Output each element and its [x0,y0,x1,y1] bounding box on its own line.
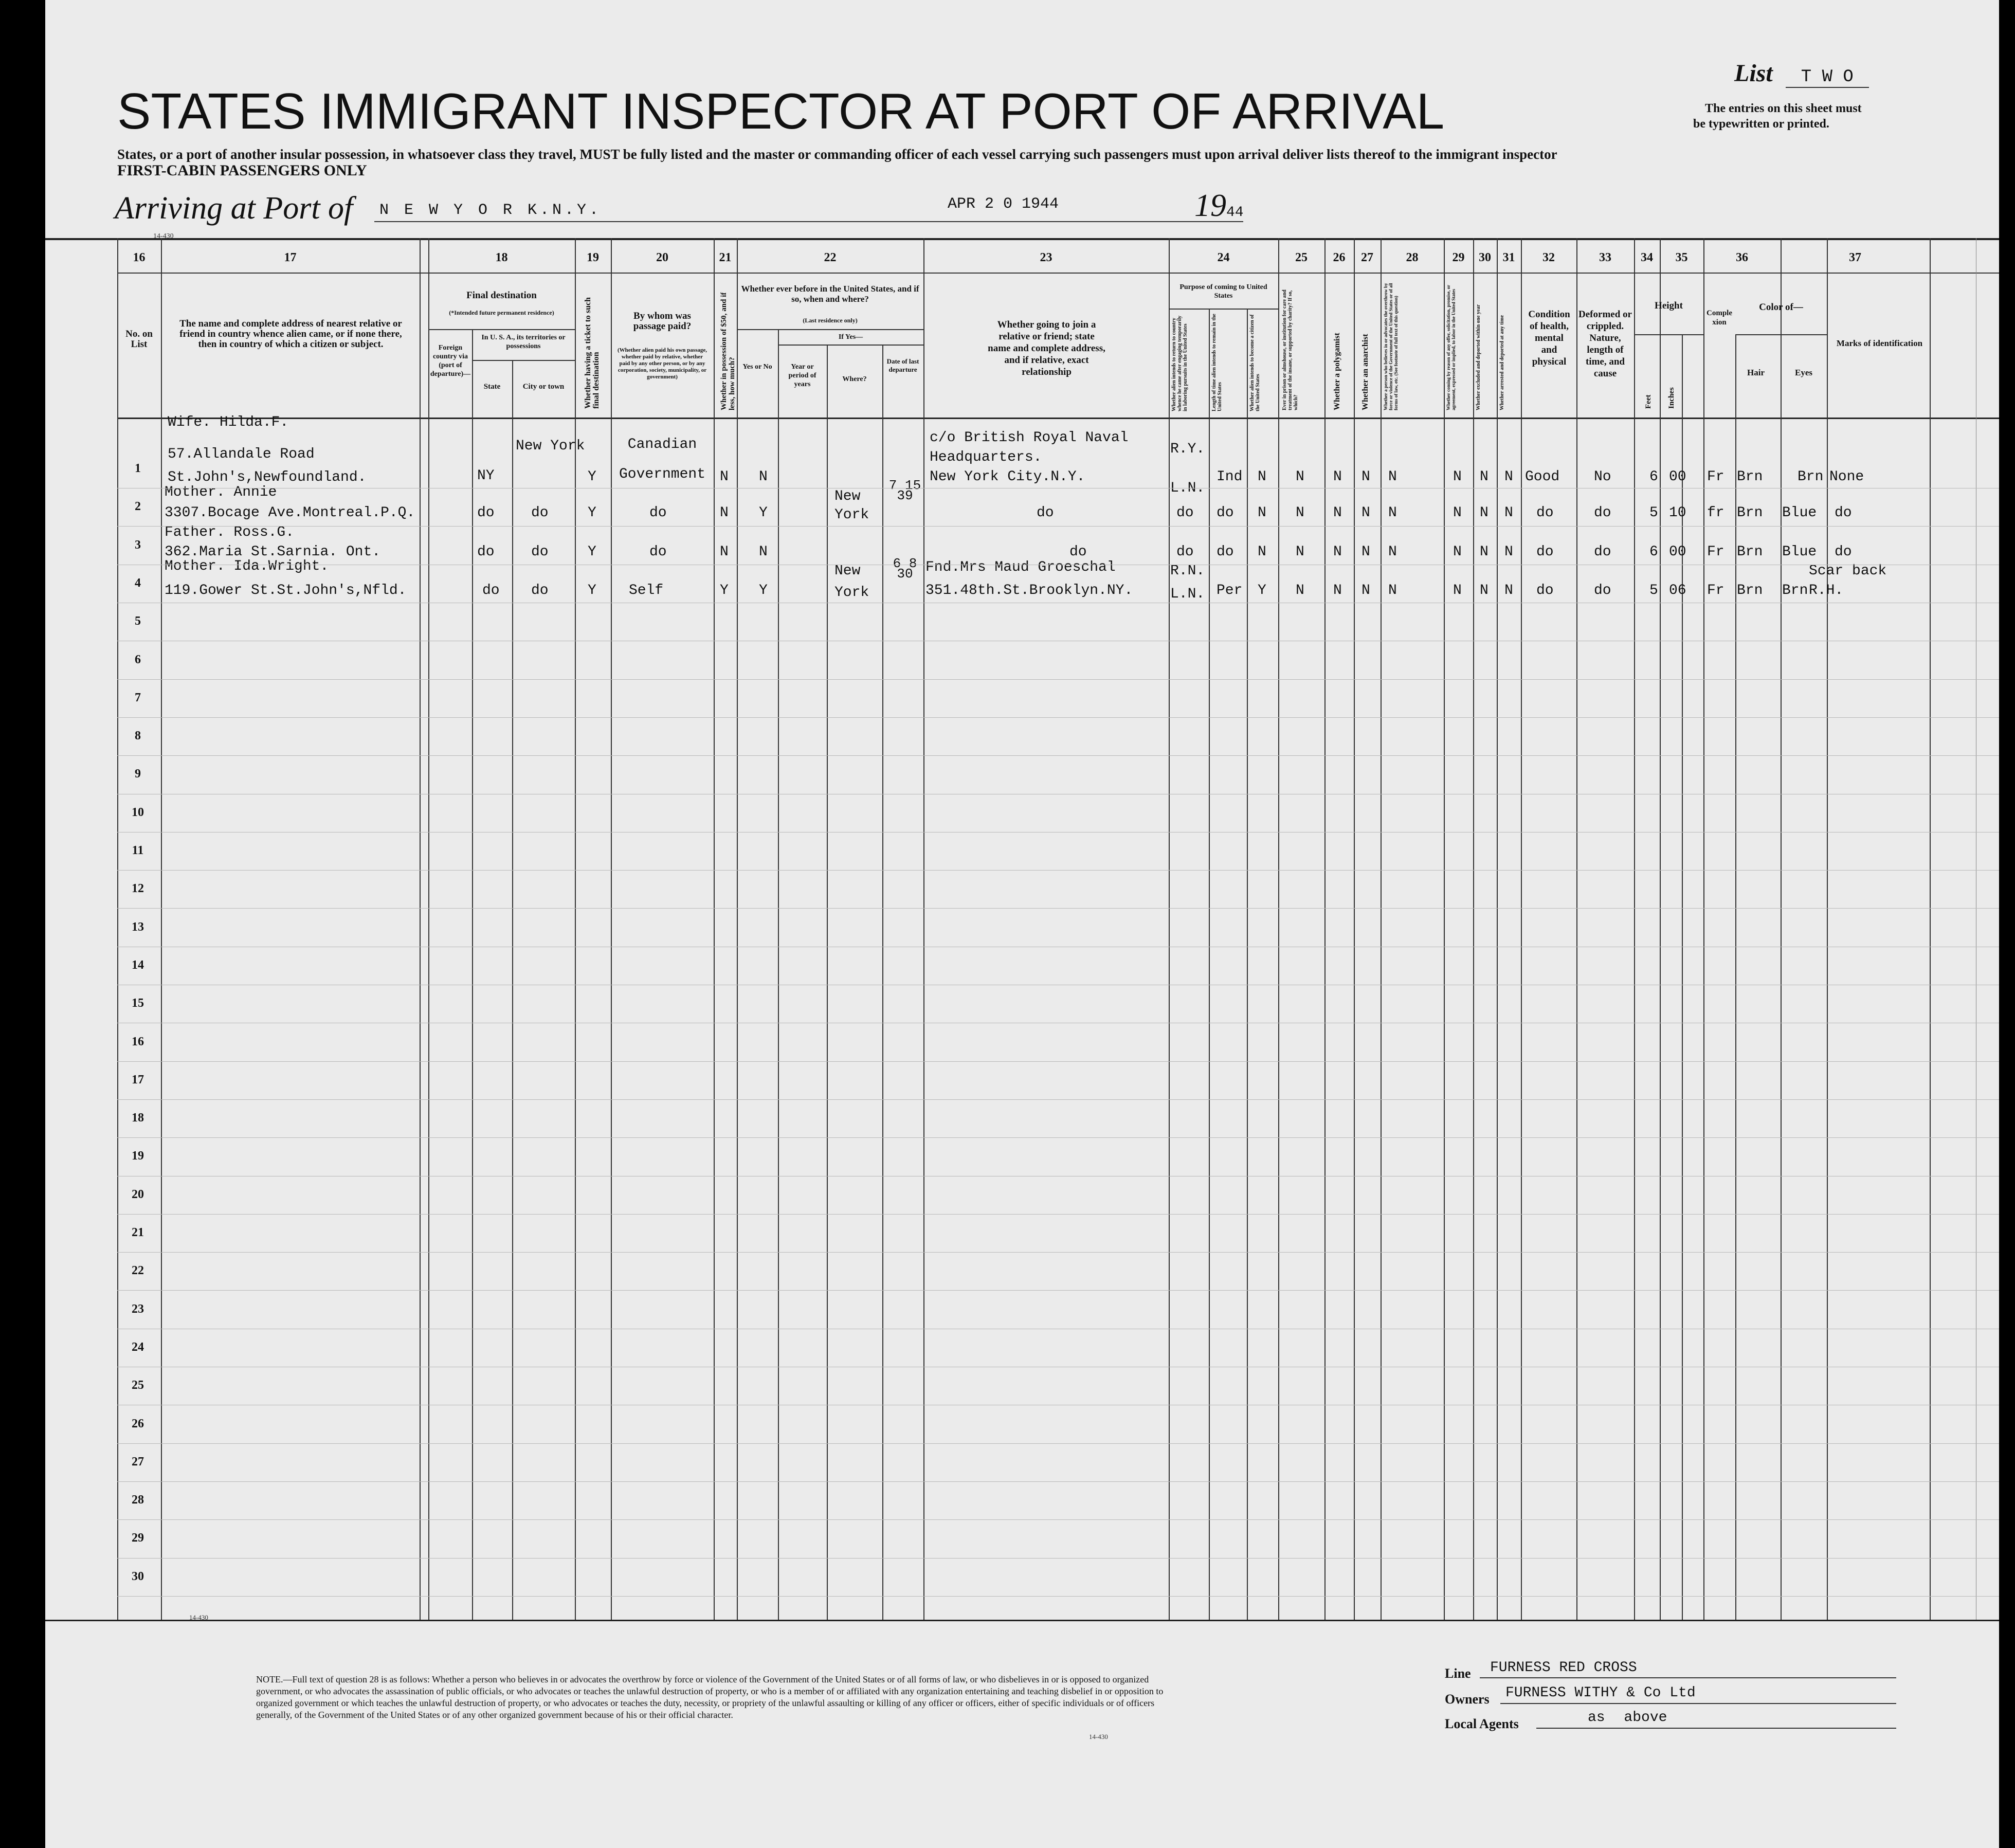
row3-health: do [1536,544,1554,560]
row2-feet: 5 [1649,505,1658,521]
arriving-label: Arriving at Port of [115,191,353,226]
row1-c25: N [1296,469,1304,485]
col-22-yesno: Yes or No [742,363,772,371]
col-rule [161,238,162,1620]
col-rule [117,238,118,1620]
col-num-19: 19 [587,251,599,264]
col-26-header: Whether a polygamist [1333,333,1341,410]
col-rule [1169,238,1170,1620]
col-21-header: Whether in possession of $50, and if less, how much? [720,292,736,410]
col-34-inches: Inches [1667,387,1676,409]
row1-p24b: Ind [1217,469,1243,485]
row-number: 22 [132,1264,144,1278]
list-value: T W O [1786,67,1869,88]
col-num-24: 24 [1217,251,1230,264]
col-num-17: 17 [284,251,297,264]
year-group [1194,188,1244,224]
row4-c26: N [1333,583,1342,599]
row2-city: do [531,505,549,521]
subhead-rule [1169,309,1278,310]
col-num-22: 22 [824,251,837,264]
col-num-25: 25 [1295,251,1308,264]
subhead-rule [472,360,575,361]
row1-joining-line2: Headquarters. [930,449,1042,465]
row-number: 7 [135,691,141,704]
row3-complexion: Fr [1707,544,1724,560]
row-number: 19 [132,1149,144,1163]
row3-c25: N [1296,544,1304,560]
row2-p24b: do [1217,505,1234,521]
col-24a-header: Whether alien intends to return to country whence he came after engaging temporarily in laboring pursuits in the United States [1171,315,1188,411]
row3-inches: 00 [1669,544,1686,560]
row1-health: Good [1525,469,1560,485]
col-23-header: Whether going to join a relative or friend; state name and complete address, and if relative, exact relationship [988,319,1105,377]
row-rule [117,1214,1999,1215]
row3-before: N [759,544,768,560]
row1-c31: N [1504,469,1513,485]
row2-fifty: N [720,505,729,521]
row2-paid: do [649,505,667,521]
row4-complexion: Fr [1707,583,1724,599]
row4-c27: N [1362,583,1370,599]
row1-deformed: No [1594,469,1611,485]
row2-state: do [477,505,495,521]
col-rule [512,360,513,1620]
row4-p24b: Per [1217,583,1243,599]
col-num-18: 18 [495,251,508,264]
col-20-note: (Whether alien paid his own passage, whether paid by relative, whether paid by any other person, or by any corporation, society, municipality, or government) [618,347,707,380]
row2-c25: N [1296,505,1304,521]
row-rule [117,1596,1999,1597]
row4-c29: N [1453,583,1462,599]
col-num-37: 37 [1849,251,1861,264]
row2-p24c: N [1258,505,1266,521]
row-number: 28 [132,1493,144,1507]
row2-p24a: do [1176,505,1194,521]
footnote-form-number: 14-430 [1089,1733,1108,1741]
col-rule [1473,238,1474,1620]
row4-relative-line1: Mother. Ida.Wright. [165,558,329,574]
row4-joining-line2: 351.48th.St.Brooklyn.NY. [925,583,1133,599]
col-rule [1209,309,1210,1620]
row4-health: do [1536,583,1554,599]
row1-complexion: Fr [1707,469,1724,485]
line-label: Line [1445,1666,1471,1681]
col-num-34: 34 [1641,251,1653,264]
col-rule [1247,309,1248,1620]
col-32-header: Condition of health, mental and physical [1528,309,1570,367]
row-number: 20 [132,1187,144,1201]
row4-c28: N [1388,583,1397,599]
row-number: 23 [132,1302,144,1316]
row4-state: do [482,583,500,599]
row-number: 27 [132,1455,144,1469]
date-stamp: APR 2 0 1944 [948,195,1059,213]
col-num-35: 35 [1675,251,1688,264]
col-rule [1827,238,1828,1620]
row2-ticket: Y [588,505,596,521]
port-underline [374,221,909,222]
row4-fifty: Y [720,583,729,599]
row4-hair: Brn [1737,583,1763,599]
row1-c28: N [1388,469,1397,485]
row-rule [117,870,1999,871]
row1-fifty: N [720,469,729,485]
col-rule [1497,238,1498,1620]
row-number: 4 [135,576,141,590]
row-rule [117,679,1999,680]
col-rule [1576,238,1577,1620]
row3-ticket: Y [588,544,596,560]
owners-label: Owners [1445,1692,1490,1707]
col-36-header: Color of— [1759,302,1803,313]
row2-c31: N [1504,505,1513,521]
col-rule [428,238,429,1620]
row-number: 9 [135,767,141,781]
row2-relative-line2: 3307.Bocage Ave.Montreal.P.Q. [165,505,415,521]
col-18-usa: In U. S. A., its territories or possessions [481,334,566,350]
row-rule [117,1558,1999,1559]
row2-eyes: Blue [1782,505,1817,521]
page-subtitle: States, or a port of another insular possession, in whatsoever class they travel, MUST be fully listed and the master or commanding officer of each vessel carrying such passengers must upon arrival deliver lists thereof to the immigrant inspector [117,147,1557,162]
col-19-header: Whether having a ticket to such final destination [584,297,601,409]
col-num-20: 20 [656,251,668,264]
row4-where: New York [834,563,869,601]
col-rule [714,238,715,1620]
col-rule [1381,238,1382,1620]
row1-p24a: R.Y. L.N. [1170,441,1205,496]
col-rule [1521,238,1522,1620]
row3-deformed: do [1594,544,1611,560]
row-number: 16 [132,1035,144,1048]
row2-c27: N [1362,505,1370,521]
col-rule [882,345,883,1620]
col-rule [827,345,828,1620]
row4-p24a: R.N. L.N. [1170,563,1205,602]
col-rule [778,329,779,1620]
row3-p24a: do [1176,544,1194,560]
col-22-where: Where? [842,375,867,383]
col-18-note: (*Intended future permanent residence) [449,309,554,316]
header-bottom-rule [117,418,1999,419]
row-number: 14 [132,958,144,972]
col-rule [420,238,421,1620]
row1-relative-line3: St.John's,Newfoundland. [168,469,367,485]
row3-marks: do [1835,544,1852,560]
row-rule [117,1443,1999,1444]
col-num-26: 26 [1333,251,1346,264]
col-34-feet: Feet [1644,394,1653,409]
table-top-rule [45,238,1999,240]
row2-c26: N [1333,505,1342,521]
row3-c28: N [1388,544,1397,560]
row1-before: N [759,469,768,485]
row2-date: 7 15 39 [888,478,921,503]
row1-eyes: Brn [1798,469,1824,485]
instruction-line-1: The entries on this sheet must [1705,102,1862,115]
col-35-header: Complexion [1707,309,1732,327]
col-18-header: Final destination [466,290,537,301]
col-25-header: Ever in prison or almshouse, or institution for care and treatment of the insane, or supported by charity? If so, which? [1282,289,1299,410]
col-rule [1324,238,1326,1620]
row3-feet: 6 [1649,544,1658,560]
col-rule [1354,238,1355,1620]
col-rule [1703,238,1704,1620]
row-number: 6 [135,653,141,666]
col-22-date: Date of last departure [886,357,919,373]
col-18-foreign: Foreign country via (port of departure)— [430,344,471,378]
col-34-header: Height [1655,300,1683,311]
col-17-header: The name and complete address of nearest relative or friend in country whence alien came, or if none there, then in country of which a citizen or subject. [179,318,402,350]
row3-c29: N [1453,544,1462,560]
row-rule [117,1290,1999,1291]
row3-relative-line2: 362.Maria St.Sarnia. Ont. [165,544,381,560]
row1-relative-line1: Wife. Hilda.F. [168,414,289,430]
row1-joining-line1: c/o British Royal Naval [930,430,1129,446]
col-24-header: Purpose of coming to United States [1179,283,1267,300]
row3-c31: N [1504,544,1513,560]
port-value: N E W Y O R K.N.Y. [379,202,602,219]
row-number: 15 [132,997,144,1010]
row2-deformed: do [1594,505,1611,521]
page-title: STATES IMMIGRANT INSPECTOR AT PORT OF ARRIVAL [117,83,1445,139]
row-number: 30 [132,1569,144,1583]
year-prefix: 19 [1194,188,1226,223]
col-num-23: 23 [1040,251,1052,264]
row-number: 29 [132,1531,144,1545]
row3-p24c: N [1258,544,1266,560]
row3-c30: N [1480,544,1488,560]
col-rule [1660,238,1661,1620]
row4-inches: 06 [1669,583,1686,599]
row4-c31: N [1504,583,1513,599]
date-underline [868,221,1243,222]
row1-c26: N [1333,469,1342,485]
row-rule [117,1252,1999,1253]
agents-value: as above [1588,1710,1667,1726]
col-rule [923,238,924,1620]
col-num-36: 36 [1736,251,1748,264]
col-36-eyes: Eyes [1795,368,1812,377]
col-rule [1735,334,1736,1620]
row4-city: do [531,583,549,599]
row-number: 8 [135,729,141,743]
bottom-form-number: 14-430 [189,1614,208,1621]
col-rule [1278,238,1279,1620]
row1-c29: N [1453,469,1462,485]
row2-joining: do [1037,505,1054,521]
row3-c26: N [1333,544,1342,560]
manifest-sheet [45,0,1999,1848]
row-rule [117,526,1999,527]
col-28-header: Whether a person who believes in or advocates the overthrow by force or violence of the Government of the United States or of all forms of law, etc. (See footnote of full text of this question) [1383,283,1399,410]
col-24b-header: Length of time alien intends to remain in the United States [1211,314,1223,411]
row2-complexion: fr [1707,505,1724,521]
subhead-rule [1634,334,1703,335]
row1-marks: None [1829,469,1864,485]
row3-joining: do [1069,544,1087,560]
row2-marks: do [1835,505,1852,521]
col-18-state: State [483,383,501,391]
col-18-city: City or town [522,383,565,391]
row-number: 12 [132,882,144,896]
row3-hair: Brn [1737,544,1763,560]
row4-feet: 5 [1649,583,1658,599]
list-label-group [1734,59,1869,87]
col-29-header: Whether coming by reason of any offer, solicitation, promise, or agreement, expressed or implied, to labor in the United States [1446,285,1456,410]
col-rule [472,329,473,1620]
list-label: List [1734,60,1773,87]
col-num-30: 30 [1479,251,1491,264]
row-rule [117,908,1999,909]
row3-p24b: do [1217,544,1234,560]
row-number: 26 [132,1417,144,1430]
subhead-rule [428,329,575,330]
row3-city: do [531,544,549,560]
col-30-header: Whether excluded and deported within one year [1476,304,1481,410]
line-underline [1480,1677,1896,1678]
row1-ticket: Y [588,469,596,485]
row-number: 13 [132,920,144,934]
col-22-note: (Last residence only) [803,317,858,324]
col-num-27: 27 [1361,251,1373,264]
row2-c29: N [1453,505,1462,521]
row-number: 21 [132,1226,144,1239]
col-number-rule [117,273,1999,274]
col-22-year: Year or period of years [788,363,816,388]
owners-value: FURNESS WITHY & Co Ltd [1505,1685,1696,1701]
col-27-header: Whether an anarchist [1361,334,1370,410]
subhead-rule [737,329,923,330]
row2-c30: N [1480,505,1488,521]
row3-eyes: Blue [1782,544,1817,560]
owners-underline [1500,1703,1896,1704]
row-number: 5 [135,614,141,628]
col-num-31: 31 [1502,251,1515,264]
col-22-ifyes: If Yes— [838,333,863,341]
col-33-header: Deformed or crippled. Nature, length of time, and cause [1578,309,1632,379]
col-num-32: 32 [1542,251,1555,264]
row2-hair: Brn [1737,505,1763,521]
row-number: 11 [132,844,144,857]
row4-ticket: Y [588,583,596,599]
row2-health: do [1536,505,1554,521]
class-line: FIRST-CABIN PASSENGERS ONLY [117,162,367,179]
row3-relative-line1: Father. Ross.G. [165,524,295,540]
col-num-33: 33 [1599,251,1611,264]
col-rule [1682,334,1683,1620]
col-num-29: 29 [1452,251,1465,264]
row2-c28: N [1388,505,1397,521]
row2-where: New York [834,488,869,523]
col-16-header: No. on List [125,329,153,350]
col-num-16: 16 [133,251,146,264]
row1-c27: N [1362,469,1370,485]
col-36-hair: Hair [1747,368,1765,377]
row4-paid: Self [629,583,664,599]
row3-c27: N [1362,544,1370,560]
col-22-header: Whether ever before in the United States, and if so, when and where? [741,284,919,304]
row4-joining-line1: Fnd.Mrs Maud Groeschal [925,559,1116,575]
row1-hair: Brn [1737,469,1763,485]
col-rule [1444,238,1445,1620]
row2-relative-line1: Mother. Annie [165,484,277,500]
row1-c30: N [1480,469,1488,485]
footnote: NOTE.—Full text of question 28 is as follows: Whether a person who believes in or advocates the overthrow by force or violence of the Government of the United States or of all forms of law, or who disbelieves in or is opposed to organized government, or who advocates the assassination of public officials, or who advocates or teaches the unlawful destruction of property, or who is a member of or affiliated with any organization entertaining and teaching disbelief in or opposition to organized government or which teaches the unlawful destruction of property, or who advocates or teaches the duty, necessity, or propriety of the unlawful assaulting or killing of any officer or officers, either of specific individuals or of officers generally, of the Government of the United States or of any other organized government because of his or their official character. [256,1674,1164,1720]
subhead-rule [778,345,923,346]
col-37-header: Marks of identification [1836,338,1923,348]
agents-underline [1536,1728,1896,1729]
col-20-header: By whom was passage paid? [633,311,692,332]
row3-paid: do [649,544,667,560]
form-number: 14-430 [153,232,174,240]
row3-fifty: N [720,544,729,560]
table-bottom-rule [45,1620,1999,1621]
row-rule [117,1099,1999,1100]
row1-state: NY [477,468,495,484]
row4-c25: N [1296,583,1304,599]
row-rule [117,1481,1999,1482]
row-number: 10 [132,805,144,819]
row1-inches: 00 [1669,469,1686,485]
row4-relative-line2: 119.Gower St.St.John's,Nfld. [165,583,407,599]
row4-date: 6 8 30 [893,556,917,582]
row-number: 2 [135,500,141,514]
row-number: 3 [135,538,141,552]
col-rule [1781,238,1782,1620]
row3-state: do [477,544,495,560]
row1-p24c: N [1258,469,1266,485]
row-rule [117,1519,1999,1520]
col-rule [1634,238,1635,1620]
col-num-21: 21 [719,251,732,264]
agents-label: Local Agents [1445,1716,1519,1731]
year-suffix: 44 [1226,205,1244,221]
row4-eyes: Brn [1782,583,1808,599]
col-rule [1930,238,1931,1620]
row-number: 1 [135,462,141,475]
row-number: 17 [132,1073,144,1086]
row2-inches: 10 [1669,505,1686,521]
col-31-header: Whether arrested and deported at any time [1499,315,1505,410]
col-rule [737,238,738,1620]
row-rule [117,755,1999,756]
row-rule [117,717,1999,718]
row2-before: Y [759,505,768,521]
subhead-rule [1735,334,1827,335]
row4-before: Y [759,583,768,599]
row-number: 18 [132,1111,144,1125]
line-value: FURNESS RED CROSS [1490,1660,1637,1676]
row1-relative-line2: 57.Allandale Road [168,446,315,462]
row1-joining-line3: New York City.N.Y. [930,469,1085,485]
row-rule [117,1137,1999,1138]
row4-marks: Scar back R.H. [1809,563,1887,599]
row-rule [117,1061,1999,1062]
row4-p24c: Y [1258,583,1266,599]
row4-c30: N [1480,583,1488,599]
row1-feet: 6 [1649,469,1658,485]
row1-city: New York [516,438,585,454]
row1-paid: Canadian Government [619,437,706,482]
row4-deformed: do [1594,583,1611,599]
instruction-line-2: be typewritten or printed. [1693,117,1829,131]
col-num-28: 28 [1406,251,1419,264]
col-24c-header: Whether alien intends to become a citizen of the United States [1249,314,1261,411]
row-number: 25 [132,1379,144,1392]
row-number: 24 [132,1340,144,1354]
